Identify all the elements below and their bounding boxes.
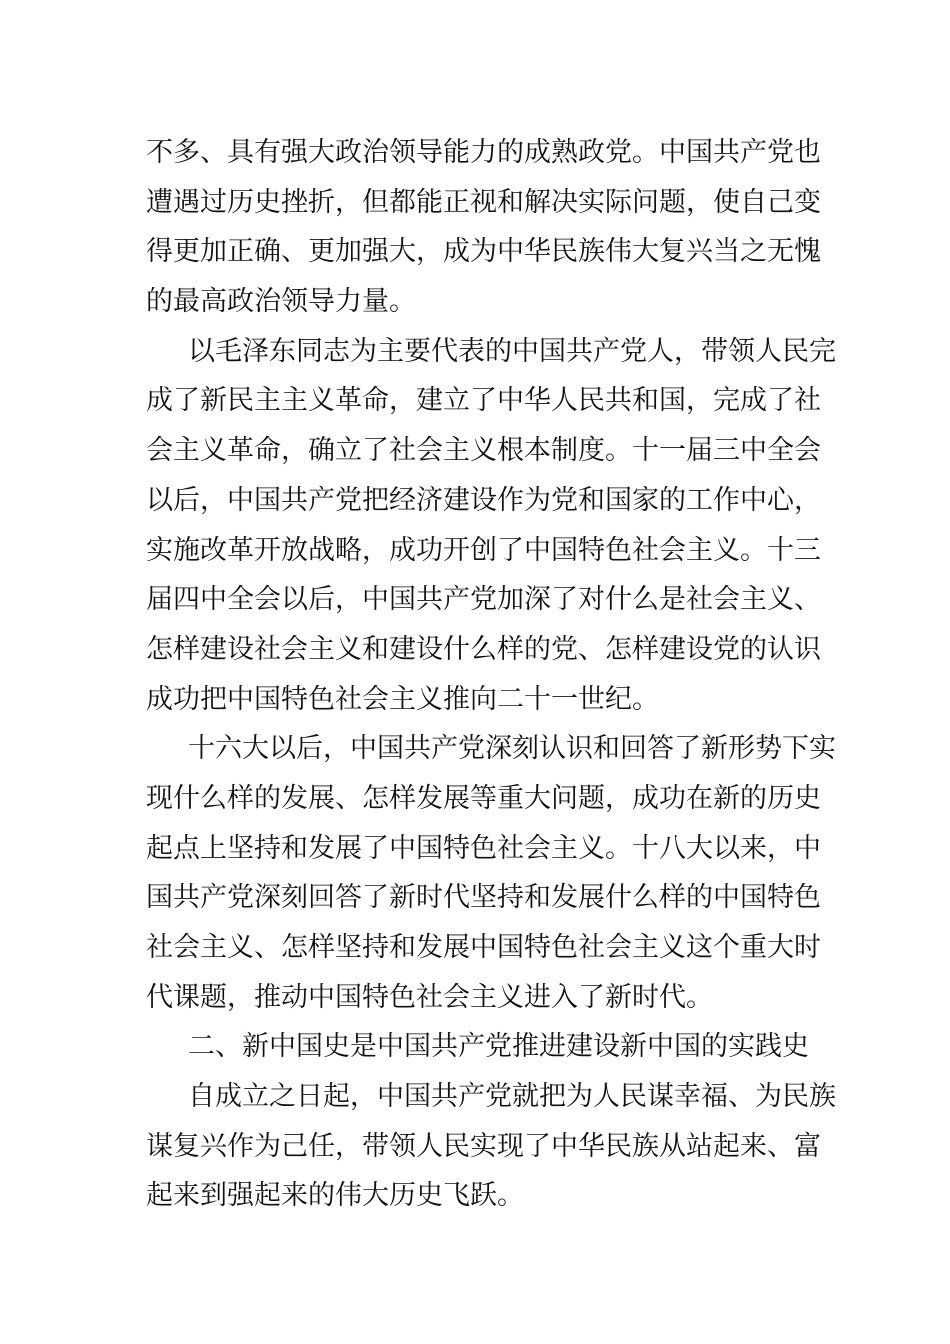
text-line: 起点上坚持和发展了中国特色社会主义。十八大以来，中 xyxy=(146,832,821,864)
text-line: 国共产党深刻回答了新时代坚持和发展什么样的中国特色 xyxy=(146,882,821,914)
text-line: 以毛泽东同志为主要代表的中国共产党人，带领人民完 xyxy=(188,335,836,367)
text-line: 的最高政治领导力量。 xyxy=(146,286,416,318)
text-line: 不多、具有强大政治领导能力的成熟政党。中国共产党也 xyxy=(146,137,821,168)
paragraph-1 xyxy=(146,128,821,327)
paragraph-2 xyxy=(146,327,836,725)
text-line: 成功把中国特色社会主义推向二十一世纪。 xyxy=(146,683,659,715)
text-line: 成了新民主主义革命，建立了中华人民共和国，完成了社 xyxy=(146,385,821,417)
text-line: 届四中全会以后，中国共产党加深了对什么是社会主义、 xyxy=(146,584,821,616)
text-line: 遭遇过历史挫折，但都能正视和解决实际问题，使自己变 xyxy=(146,186,821,218)
text-line: 现什么样的发展、怎样发展等重大问题，成功在新的历史 xyxy=(146,782,821,814)
heading-line: 二、新中国史是中国共产党推进建设新中国的实践史 xyxy=(188,1031,809,1063)
paragraph-3 xyxy=(146,724,836,1022)
text-line: 十六大以后，中国共产党深刻认识和回答了新形势下实 xyxy=(188,733,836,765)
document-body xyxy=(146,128,836,1221)
text-line: 代课题，推动中国特色社会主义进入了新时代。 xyxy=(146,981,713,1013)
text-line: 社会主义、怎样坚持和发展中国特色社会主义这个重大时 xyxy=(146,932,821,963)
text-line: 会主义革命，确立了社会主义根本制度。十一届三中全会 xyxy=(146,435,821,467)
text-line: 得更加正确、更加强大，成为中华民族伟大复兴当之无愧 xyxy=(146,236,821,268)
section-heading xyxy=(146,1022,809,1072)
text-line: 起来到强起来的伟大历史飞跃。 xyxy=(146,1180,524,1212)
text-line: 自成立之日起，中国共产党就把为人民谋幸福、为民族 xyxy=(188,1081,836,1113)
text-line: 谋复兴作为己任，带领人民实现了中华民族从站起来、富 xyxy=(146,1130,821,1162)
text-line: 以后，中国共产党把经济建设作为党和国家的工作中心， xyxy=(146,484,821,516)
text-line: 怎样建设社会主义和建设什么样的党、怎样建设党的认识 xyxy=(146,633,821,665)
text-line: 实施改革开放战略，成功开创了中国特色社会主义。十三 xyxy=(146,534,821,566)
paragraph-4 xyxy=(146,1072,836,1221)
